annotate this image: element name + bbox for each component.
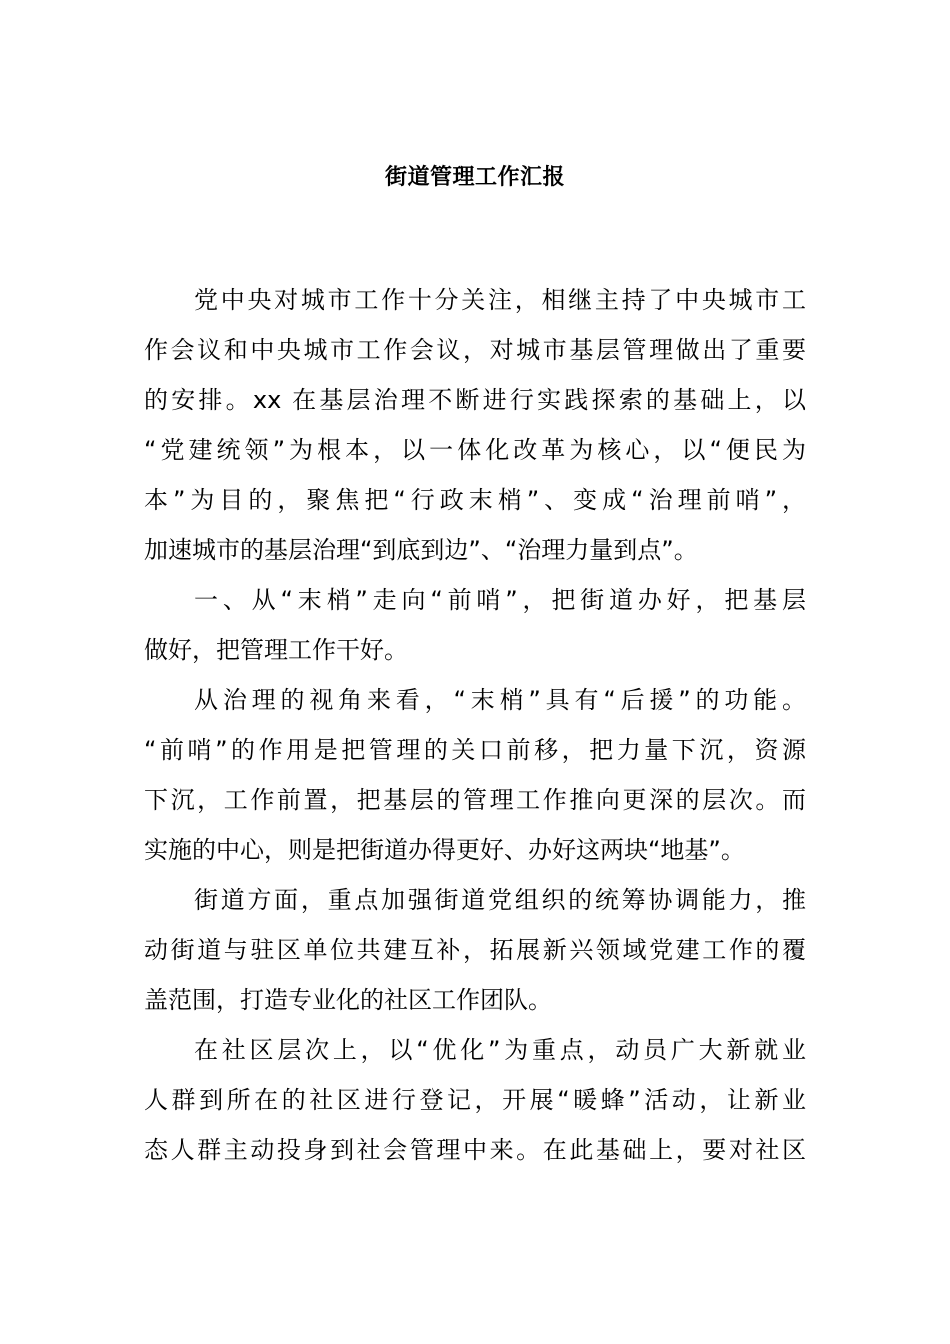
paragraph-line: 党中央对城市工作十分关注，相继主持了中央城市工: [194, 286, 806, 314]
paragraph-line: 盖范围，打造专业化的社区工作团队。: [144, 986, 552, 1014]
paragraph-line: 加速城市的基层治理“到底到边”、“治理力量到点”。: [144, 536, 698, 564]
paragraph-line: 的安排。xx 在基层治理不断进行实践探索的基础上，以: [144, 386, 806, 414]
paragraph-line: 街道方面，重点加强街道党组织的统筹协调能力，推: [194, 886, 806, 914]
paragraph-line: 从治理的视角来看，“末梢”具有“后援”的功能。: [194, 686, 806, 714]
paragraph-line: 态人群主动投身到社会管理中来。在此基础上，要对社区: [144, 1136, 806, 1164]
paragraph-line: “前哨”的作用是把管理的关口前移，把力量下沉，资源: [144, 736, 806, 764]
paragraph-line: “党建统领”为根本，以一体化改革为核心，以“便民为: [144, 436, 806, 464]
section-heading-line: 做好，把管理工作干好。: [144, 636, 408, 664]
paragraph-line: 人群到所在的社区进行登记，开展“暖蜂”活动，让新业: [144, 1086, 806, 1114]
paragraph-line: 本”为目的，聚焦把“行政末梢”、变成“治理前哨”，: [144, 486, 806, 514]
paragraph-line: 在社区层次上，以“优化”为重点，动员广大新就业: [194, 1036, 806, 1064]
document-body: [144, 275, 806, 1175]
paragraph-line: 下沉，工作前置，把基层的管理工作推向更深的层次。而: [144, 786, 806, 814]
document-title: 街道管理工作汇报: [384, 165, 565, 190]
paragraph-line: 作会议和中央城市工作会议，对城市基层管理做出了重要: [144, 336, 806, 364]
paragraph-line: 实施的中心，则是把街道办得更好、办好这两块“地基”。: [144, 836, 745, 864]
section-heading-line: 一、从“末梢”走向“前哨”，把街道办好，把基层: [194, 586, 806, 614]
paragraph-line: 动街道与驻区单位共建互补，拓展新兴领域党建工作的覆: [144, 936, 806, 964]
